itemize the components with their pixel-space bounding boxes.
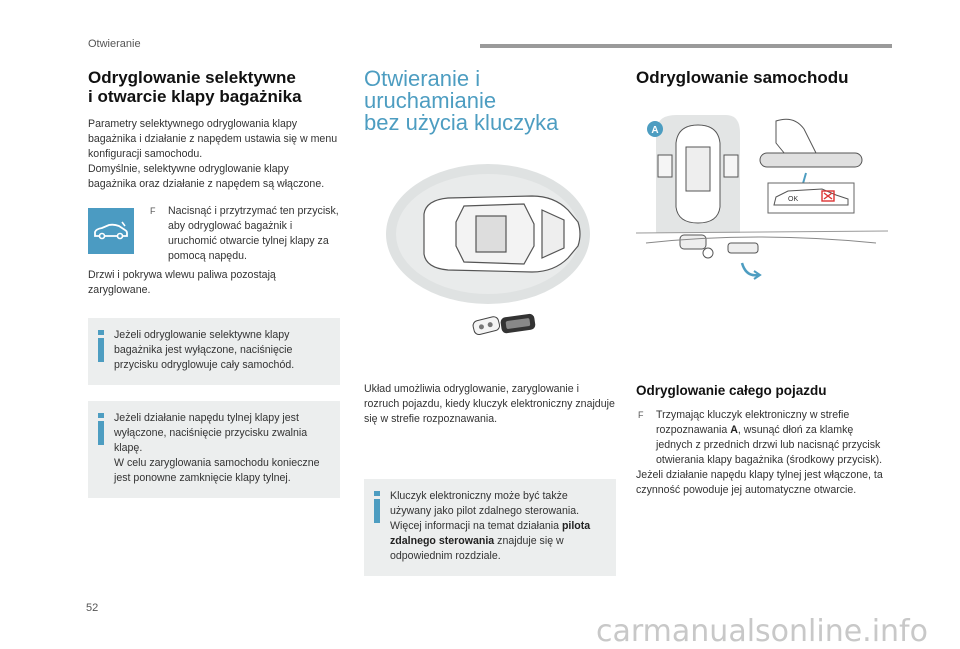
- info-text: Jeżeli odryglowanie selektywne klapy bagażnika jest wyłączone, naciśnięcie przycisku odryglowuje cały samochód.: [114, 329, 295, 371]
- ok-label: OK: [788, 196, 799, 203]
- after-step-text: Drzwi i pokrywa wlewu paliwa pozostają zaryglowane.: [88, 269, 276, 296]
- column-selective-unlock: [88, 68, 340, 498]
- section-title-selective: [88, 68, 340, 106]
- default-text: Domyślnie, selektywne odryglowanie klapy bagażnika oraz działanie z napędem są włączone.: [88, 163, 325, 190]
- watermark: carmanualsonline.info: [596, 614, 928, 649]
- info-box-motor-off: [88, 401, 340, 498]
- info-text-a: Kluczyk elektroniczny może być także używany jako pilot zdalnego sterowania. Więcej informacji na temat działania: [390, 490, 580, 532]
- zone-a-label: A: [651, 125, 659, 136]
- step-marker: F: [638, 410, 644, 420]
- step-unlock-all: [636, 408, 888, 468]
- info-text-b: W celu zaryglowania samochodu konieczne jest ponowne zamknięcie klapy tylnej.: [114, 457, 320, 484]
- title-line-2: bez użycia kluczyka: [364, 110, 559, 135]
- page-number: 52: [86, 602, 99, 614]
- step-marker: F: [150, 206, 156, 216]
- keyless-zone-illustration: [364, 154, 616, 354]
- title-line-1: Otwieranie i uruchamianie: [364, 66, 497, 113]
- step-text-a: Trzymając kluczyk elektroniczny w strefie rozpoznawania: [656, 409, 850, 436]
- section-title-keyless: [364, 68, 616, 134]
- info-icon: [97, 413, 105, 445]
- running-title: Otwieranie: [88, 38, 141, 50]
- step-press-button: [148, 204, 340, 264]
- section-title-unlock: Odryglowanie samochodu: [636, 68, 849, 87]
- info-text-a: Jeżeli działanie napędu tylnej klapy jest wyłączone, naciśnięcie przycisku zwalnia klapę.: [114, 412, 308, 454]
- step-text-b: , wsunąć dłoń za klamkę jednych z przednich drzwi lub nacisnąć przycisk otwierania klapy bagażnika (środkowy przycisk).: [656, 424, 883, 466]
- info-icon: [97, 330, 105, 362]
- unlock-illustration: [636, 103, 888, 293]
- info-text-bold: pilota zdalnego sterowania: [390, 520, 591, 547]
- step-text: Nacisnąć i przytrzymać ten przycisk, aby odryglować bagażnik i uruchomić otwarcie tylnej klapy za pomocą napędu.: [168, 205, 339, 262]
- button-instruction: [88, 204, 340, 264]
- trunk-unlock-button-icon: [88, 208, 134, 254]
- title-line-2: i otwarcie klapy bagażnika: [88, 87, 302, 106]
- info-box-selective-off: [88, 318, 340, 385]
- column-vehicle-unlock: [636, 68, 888, 498]
- intro-text: Parametry selektywnego odryglowania klapy bagażnika i działanie z napędem ustawia się w menu konfiguracji samochodu.: [88, 118, 338, 160]
- column-keyless: [364, 68, 616, 576]
- info-text-b: znajduje się w odpowiednim rozdziale.: [390, 535, 564, 562]
- keyless-body: Układ umożliwia odryglowanie, zaryglowanie i rozruch pojazdu, kiedy kluczyk elektroniczny znajduje się w strefie rozpoznawania.: [364, 383, 615, 425]
- step-text-bold: A: [730, 424, 738, 436]
- title-line-1: Odryglowanie selektywne: [88, 68, 296, 87]
- after-text: Jeżeli działanie napędu klapy tylnej jest włączone, ta czynność powoduje jej automatyczne otwarcie.: [636, 469, 883, 496]
- info-icon: [373, 491, 381, 523]
- info-box-remote: [364, 479, 616, 576]
- subsection-title: Odryglowanie całego pojazdu: [636, 383, 827, 398]
- header-rule: [480, 44, 892, 48]
